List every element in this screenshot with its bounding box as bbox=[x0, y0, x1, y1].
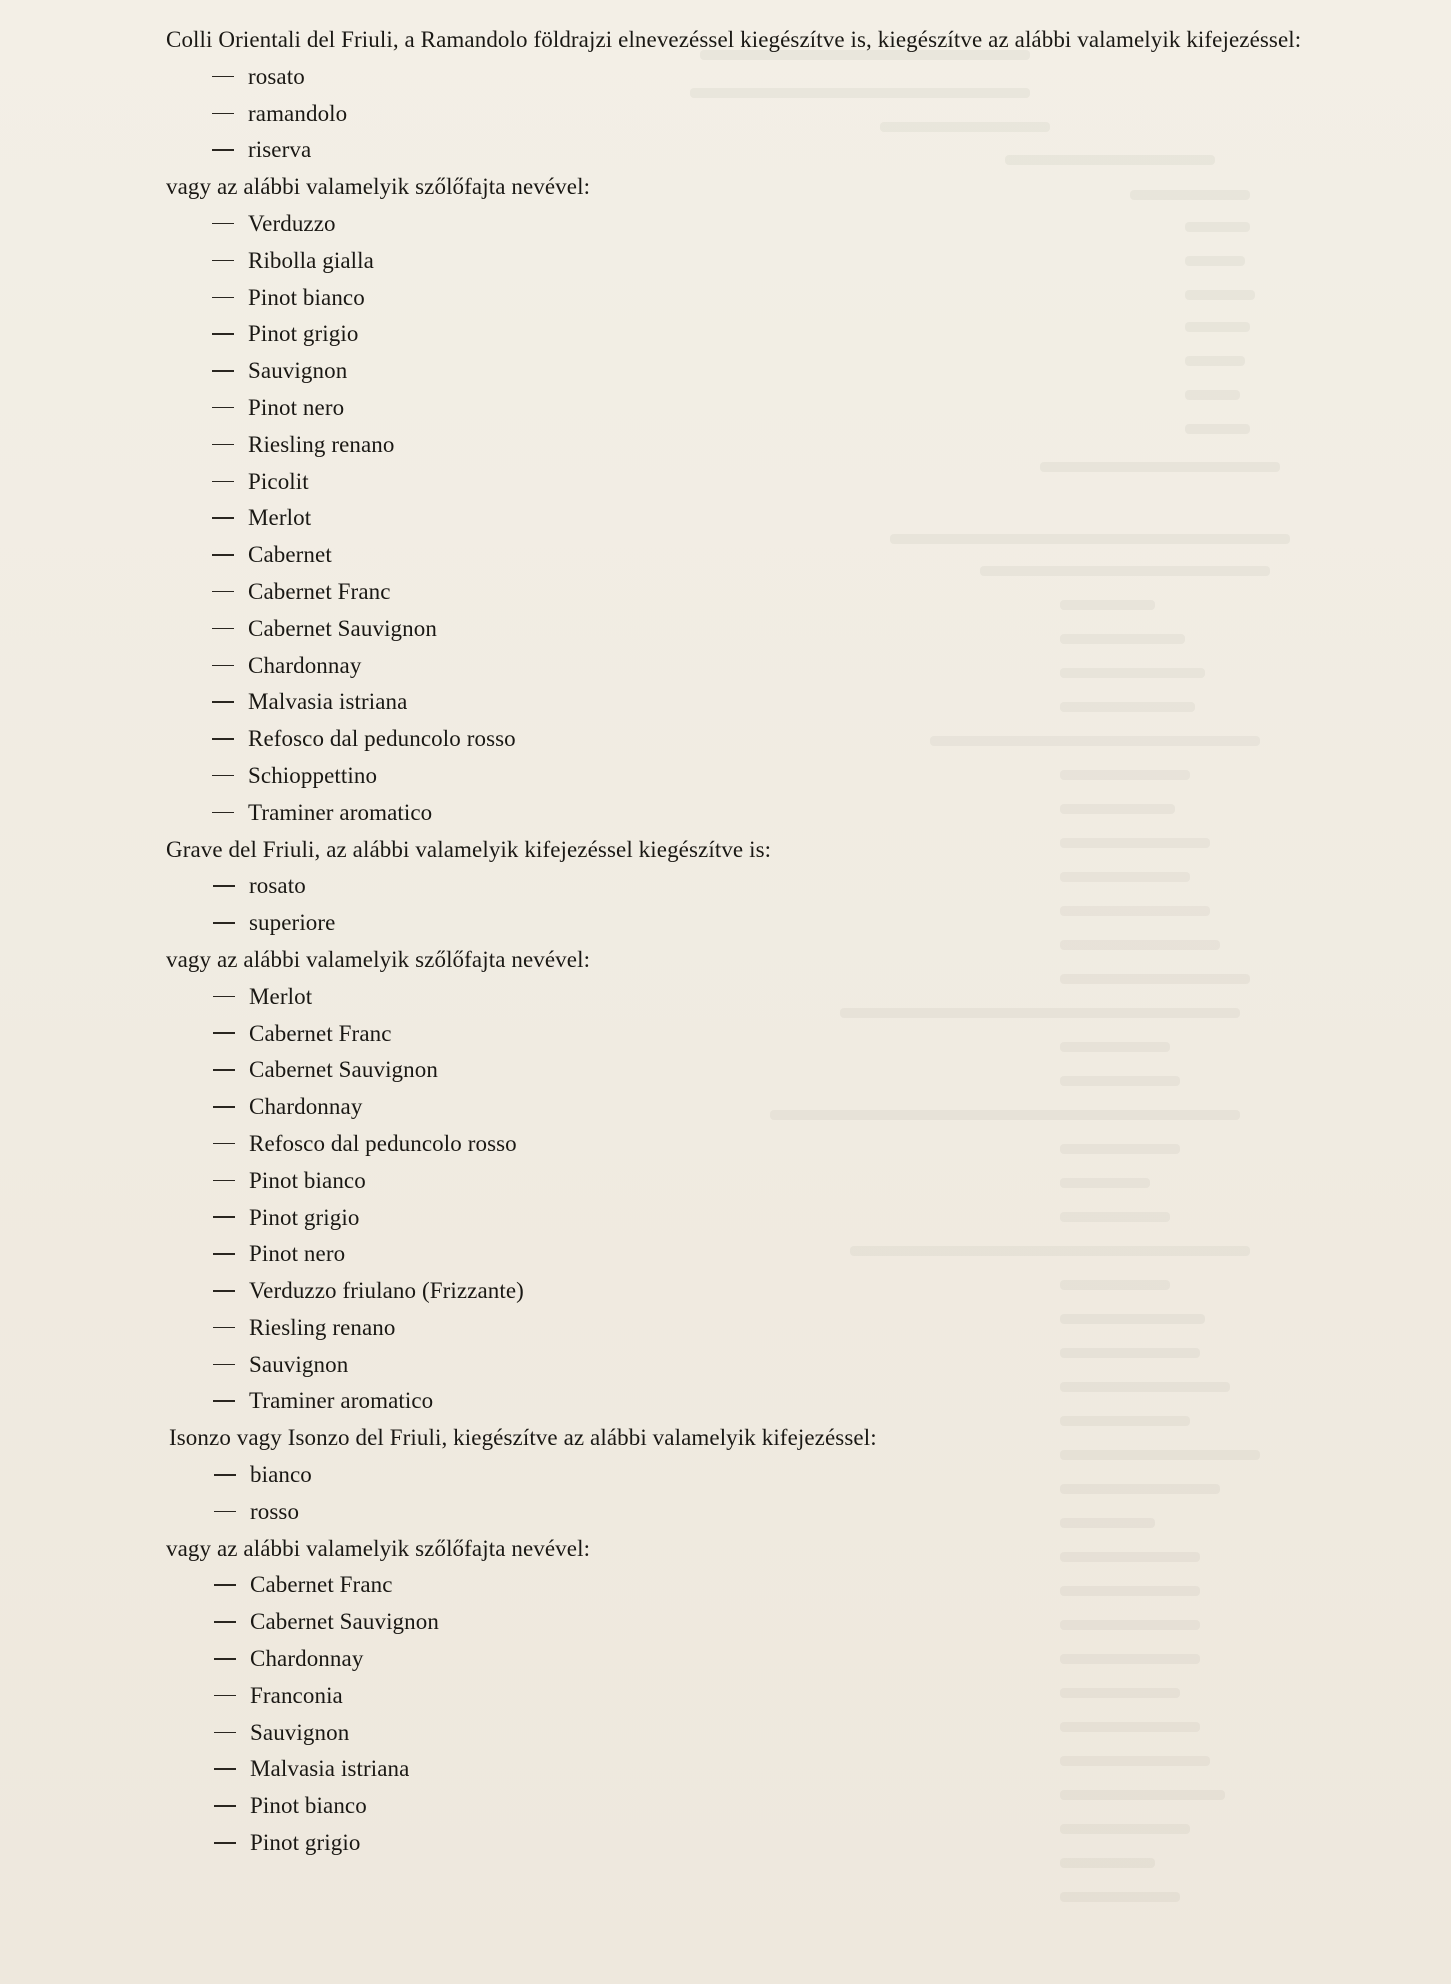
list-item: Verduzzo bbox=[212, 206, 1436, 243]
list-item: bianco bbox=[214, 1457, 1436, 1494]
list-item: Sauvignon bbox=[213, 1347, 1436, 1384]
region-heading: Grave del Friuli, az alábbi valamelyik kifejezéssel kiegészítve is: bbox=[166, 836, 772, 862]
dash-bullet bbox=[212, 464, 248, 501]
list-item: Cabernet Sauvignon bbox=[212, 611, 1436, 648]
region-heading: Colli Orientali del Friuli, a Ramandolo földrajzi elnevezéssel kiegészítve is, kiegészítve az alábbi valamelyik kifejezéssel: bbox=[166, 27, 1302, 52]
expression-list bbox=[166, 1457, 1436, 1531]
dash-bullet bbox=[213, 1347, 249, 1384]
dash-bullet bbox=[212, 758, 248, 795]
dash-bullet bbox=[213, 1310, 249, 1347]
dash-bullet bbox=[214, 1751, 250, 1788]
list-item: Pinot grigio bbox=[212, 316, 1436, 353]
list-item: Chardonnay bbox=[213, 1089, 1436, 1126]
list-item: Cabernet Franc bbox=[213, 1016, 1436, 1053]
list-item: Pinot bianco bbox=[212, 280, 1436, 317]
dash-bullet bbox=[213, 868, 249, 905]
list-item: Refosco dal peduncolo rosso bbox=[213, 1126, 1436, 1163]
dash-bullet bbox=[212, 500, 248, 537]
list-item: Ribolla gialla bbox=[212, 243, 1436, 280]
list-item: Riesling renano bbox=[213, 1310, 1436, 1347]
dash-bullet bbox=[213, 1126, 249, 1163]
list-item: superiore bbox=[213, 905, 1436, 942]
list-item: Verduzzo friulano (Frizzante) bbox=[213, 1273, 1436, 1310]
dash-bullet bbox=[212, 96, 248, 133]
variety-list bbox=[166, 206, 1436, 832]
list-item: Chardonnay bbox=[212, 648, 1436, 685]
dash-bullet bbox=[212, 427, 248, 464]
dash-bullet bbox=[213, 1273, 249, 1310]
list-item: rosso bbox=[214, 1494, 1436, 1531]
dash-bullet bbox=[213, 1383, 249, 1420]
list-item: Traminer aromatico bbox=[213, 1383, 1436, 1420]
dash-bullet bbox=[213, 1089, 249, 1126]
dash-bullet bbox=[213, 905, 249, 942]
list-item: rosato bbox=[213, 868, 1436, 905]
expression-list bbox=[166, 868, 1436, 942]
list-item: Sauvignon bbox=[214, 1715, 1436, 1752]
dash-bullet bbox=[213, 1163, 249, 1200]
dash-bullet bbox=[213, 1016, 249, 1053]
list-item: riserva bbox=[212, 132, 1436, 169]
dash-bullet bbox=[212, 59, 248, 96]
varieties-intro: vagy az alábbi valamelyik szőlőfajta nevével: bbox=[166, 174, 591, 200]
list-item: Pinot bianco bbox=[214, 1788, 1436, 1825]
list-item: Pinot bianco bbox=[213, 1163, 1436, 1200]
region-heading: Isonzo vagy Isonzo del Friuli, kiegészítve az alábbi valamelyik kifejezéssel: bbox=[169, 1425, 877, 1451]
list-item: Cabernet Franc bbox=[214, 1567, 1436, 1604]
list-item: Picolit bbox=[212, 464, 1436, 501]
list-item: Pinot grigio bbox=[213, 1200, 1436, 1237]
dash-bullet bbox=[212, 611, 248, 648]
dash-bullet bbox=[213, 979, 249, 1016]
list-item: Sauvignon bbox=[212, 353, 1436, 390]
varieties-intro: vagy az alábbi valamelyik szőlőfajta nevével: bbox=[166, 1535, 591, 1561]
dash-bullet bbox=[212, 795, 248, 832]
dash-bullet bbox=[214, 1641, 250, 1678]
dash-bullet bbox=[214, 1715, 250, 1752]
varieties-intro: vagy az alábbi valamelyik szőlőfajta nevével: bbox=[166, 946, 591, 972]
list-item: Riesling renano bbox=[212, 427, 1436, 464]
list-item: Schioppettino bbox=[212, 758, 1436, 795]
list-item: Traminer aromatico bbox=[212, 795, 1436, 832]
dash-bullet bbox=[213, 1236, 249, 1273]
list-item: Pinot grigio bbox=[214, 1825, 1436, 1862]
list-item: Merlot bbox=[213, 979, 1436, 1016]
dash-bullet bbox=[212, 390, 248, 427]
dash-bullet bbox=[214, 1604, 250, 1641]
list-item: Cabernet Sauvignon bbox=[213, 1052, 1436, 1089]
dash-bullet bbox=[212, 648, 248, 685]
list-item: Merlot bbox=[212, 500, 1436, 537]
document-body bbox=[166, 22, 1436, 1862]
list-item: Malvasia istriana bbox=[214, 1751, 1436, 1788]
dash-bullet bbox=[213, 1052, 249, 1089]
list-item: Franconia bbox=[214, 1678, 1436, 1715]
show-through-line bbox=[1060, 1892, 1180, 1902]
dash-bullet bbox=[212, 574, 248, 611]
expression-list bbox=[166, 59, 1436, 169]
variety-list bbox=[166, 1567, 1436, 1861]
wine-region-colli-orientali bbox=[166, 22, 1436, 832]
variety-list bbox=[166, 979, 1436, 1421]
dash-bullet bbox=[212, 243, 248, 280]
dash-bullet bbox=[212, 316, 248, 353]
dash-bullet bbox=[212, 280, 248, 317]
list-item: ramandolo bbox=[212, 96, 1436, 133]
dash-bullet bbox=[212, 132, 248, 169]
list-item: Refosco dal peduncolo rosso bbox=[212, 721, 1436, 758]
dash-bullet bbox=[212, 206, 248, 243]
list-item: Pinot nero bbox=[212, 390, 1436, 427]
list-item: Cabernet bbox=[212, 537, 1436, 574]
list-item: rosato bbox=[212, 59, 1436, 96]
dash-bullet bbox=[214, 1567, 250, 1604]
dash-bullet bbox=[214, 1788, 250, 1825]
dash-bullet bbox=[213, 1200, 249, 1237]
dash-bullet bbox=[214, 1494, 250, 1531]
dash-bullet bbox=[212, 721, 248, 758]
dash-bullet bbox=[212, 537, 248, 574]
dash-bullet bbox=[212, 353, 248, 390]
list-item: Chardonnay bbox=[214, 1641, 1436, 1678]
list-item: Pinot nero bbox=[213, 1236, 1436, 1273]
dash-bullet bbox=[214, 1678, 250, 1715]
dash-bullet bbox=[212, 684, 248, 721]
wine-region-grave-del-friuli bbox=[166, 832, 1436, 1421]
dash-bullet bbox=[214, 1457, 250, 1494]
list-item: Malvasia istriana bbox=[212, 684, 1436, 721]
wine-region-isonzo bbox=[166, 1420, 1436, 1862]
dash-bullet bbox=[214, 1825, 250, 1862]
list-item: Cabernet Franc bbox=[212, 574, 1436, 611]
list-item: Cabernet Sauvignon bbox=[214, 1604, 1436, 1641]
